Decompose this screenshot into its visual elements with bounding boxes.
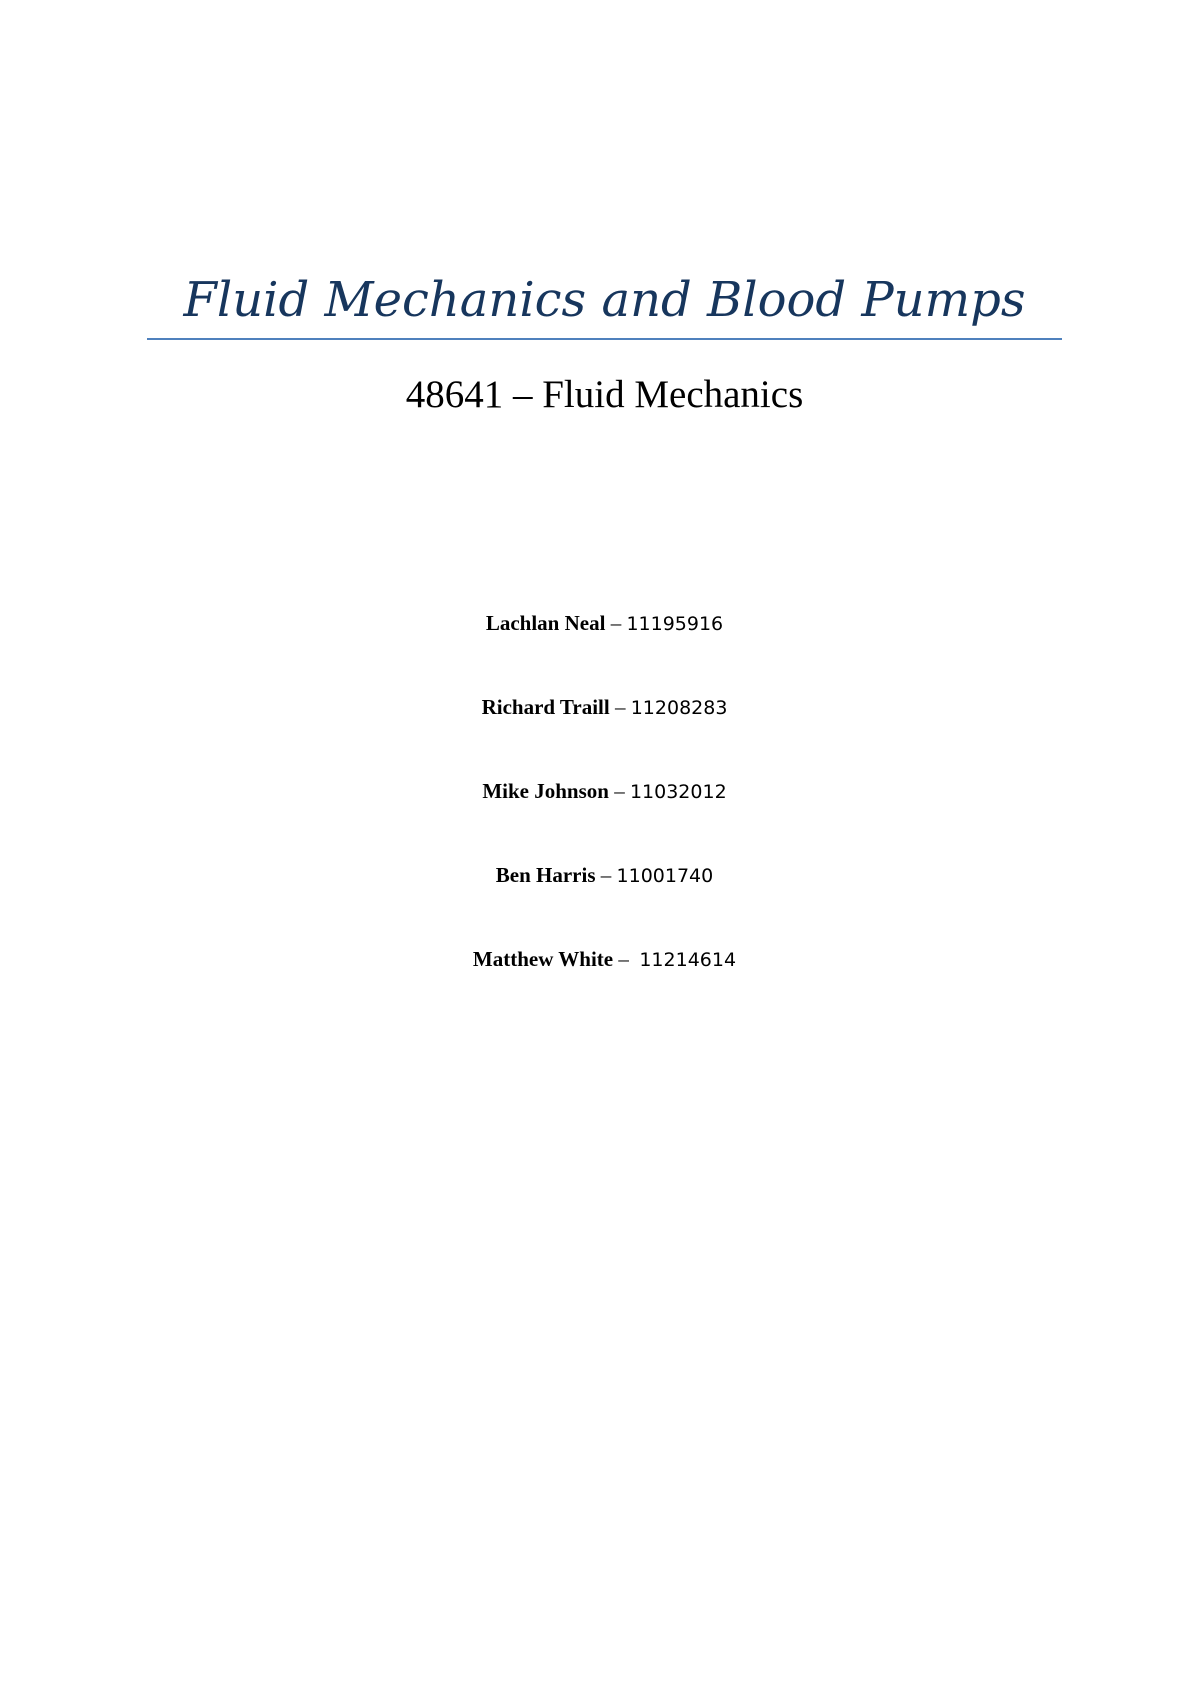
member-entry <box>147 608 1062 638</box>
member-entry <box>147 776 1062 806</box>
member-entry <box>147 692 1062 722</box>
member-name: Richard Traill <box>481 695 610 719</box>
member-student-id: 11195916 <box>626 613 724 635</box>
course-subtitle: 48641 – Fluid Mechanics <box>405 373 804 416</box>
member-separator: – <box>608 779 630 803</box>
member-student-id: 11032012 <box>629 781 727 803</box>
member-name: Mike Johnson <box>482 779 609 803</box>
member-student-id: 11001740 <box>616 865 714 887</box>
member-entry <box>147 944 1062 974</box>
member-separator: – <box>613 947 640 971</box>
member-student-id: 11208283 <box>630 697 728 719</box>
member-student-id: 11214614 <box>639 949 737 971</box>
member-list <box>147 608 1062 1028</box>
member-name: Ben Harris <box>495 863 596 887</box>
title-underline <box>147 338 1062 340</box>
member-name: Lachlan Neal <box>485 611 606 635</box>
member-entry <box>147 860 1062 890</box>
member-separator: – <box>605 611 627 635</box>
document-title: Fluid Mechanics and Blood Pumps <box>183 272 1026 328</box>
member-separator: – <box>595 863 617 887</box>
member-separator: – <box>609 695 631 719</box>
member-name: Matthew White <box>472 947 614 971</box>
